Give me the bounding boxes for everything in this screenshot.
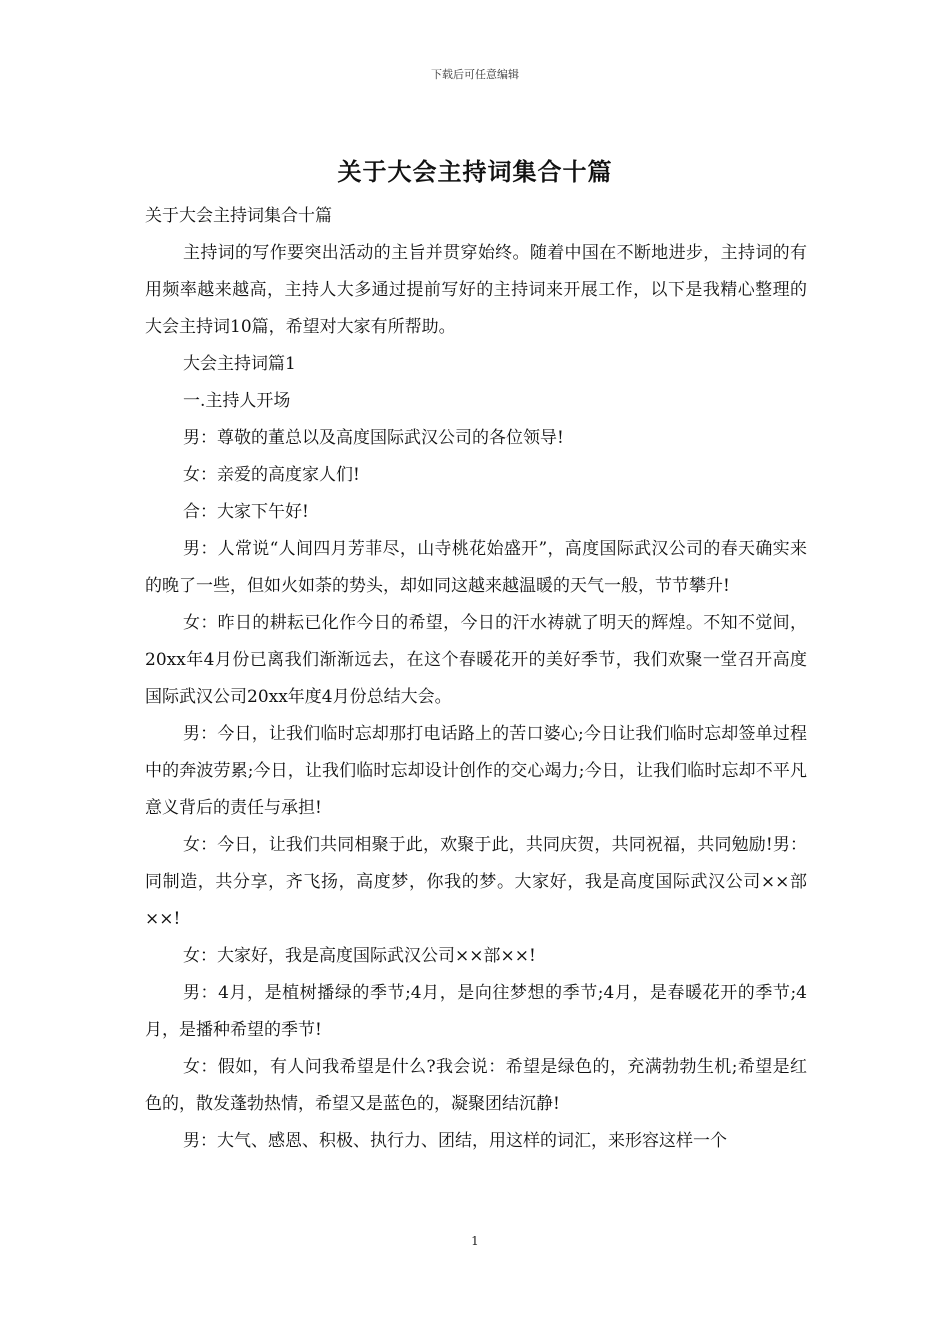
paragraph: 女：大家好，我是高度国际武汉公司××部××!: [183, 946, 536, 966]
paragraph: 合：大家下午好!: [183, 502, 309, 522]
paragraph: 女：亲爱的高度家人们!: [183, 465, 360, 485]
paragraph: 男：4月，是植树播绿的季节;4月，是向往梦想的季节;4月，是春暖花开的季节;4月，是播种希望的季节!: [145, 983, 807, 1040]
paragraph: 女：今日，让我们共同相聚于此，欢聚于此，共同庆贺，共同祝福，共同勉励!男：同制造，共分享，齐飞扬，高度梦，你我的梦。大家好，我是高度国际武汉公司××部××!: [145, 835, 807, 929]
paragraph: 男：大气、感恩、积极、执行力、团结，用这样的词汇，来形容这样一个: [183, 1131, 727, 1151]
paragraph: 男：人常说“人间四月芳菲尽，山寺桃花始盛开”，高度国际武汉公司的春天确实来的晚了一些，但如火如荼的势头，却如同这越来越温暖的天气一般，节节攀升!: [145, 539, 807, 596]
subsection-heading: 一.主持人开场: [183, 391, 291, 411]
paragraph: 女：昨日的耕耘已化作今日的希望，今日的汗水祷就了明天的辉煌。不知不觉间，20xx年4月份已离我们渐渐远去，在这个春暖花开的美好季节，我们欢聚一堂召开高度国际武汉公司20xx年度4月份总结大会。: [145, 613, 807, 707]
paragraph: 男：今日，让我们临时忘却那打电话路上的苦口婆心;今日让我们临时忘却签单过程中的奔波劳累;今日，让我们临时忘却设计创作的交心竭力;今日，让我们临时忘却不平凡意义背后的责任与承担!: [145, 724, 807, 818]
document-body: [145, 198, 807, 1160]
section-heading: 大会主持词篇1: [183, 354, 296, 374]
page-number: 1: [471, 1234, 479, 1248]
paragraph: 男：尊敬的董总以及高度国际武汉公司的各位领导!: [183, 428, 564, 448]
paragraph-subtitle: 关于大会主持词集合十篇: [145, 206, 332, 226]
document-title: 关于大会主持词集合十篇: [337, 157, 613, 186]
paragraph: 女：假如，有人问我希望是什么?我会说：希望是绿色的，充满勃勃生机;希望是红色的，散发蓬勃热情，希望又是蓝色的，凝聚团结沉静!: [145, 1057, 807, 1114]
header-note: 下载后可任意编辑: [431, 68, 519, 81]
paragraph-intro: 主持词的写作要突出活动的主旨并贯穿始终。随着中国在不断地进步，主持词的有用频率越来越高，主持人大多通过提前写好的主持词来开展工作，以下是我精心整理的大会主持词10篇，希望对大家有所帮助。: [145, 243, 807, 337]
